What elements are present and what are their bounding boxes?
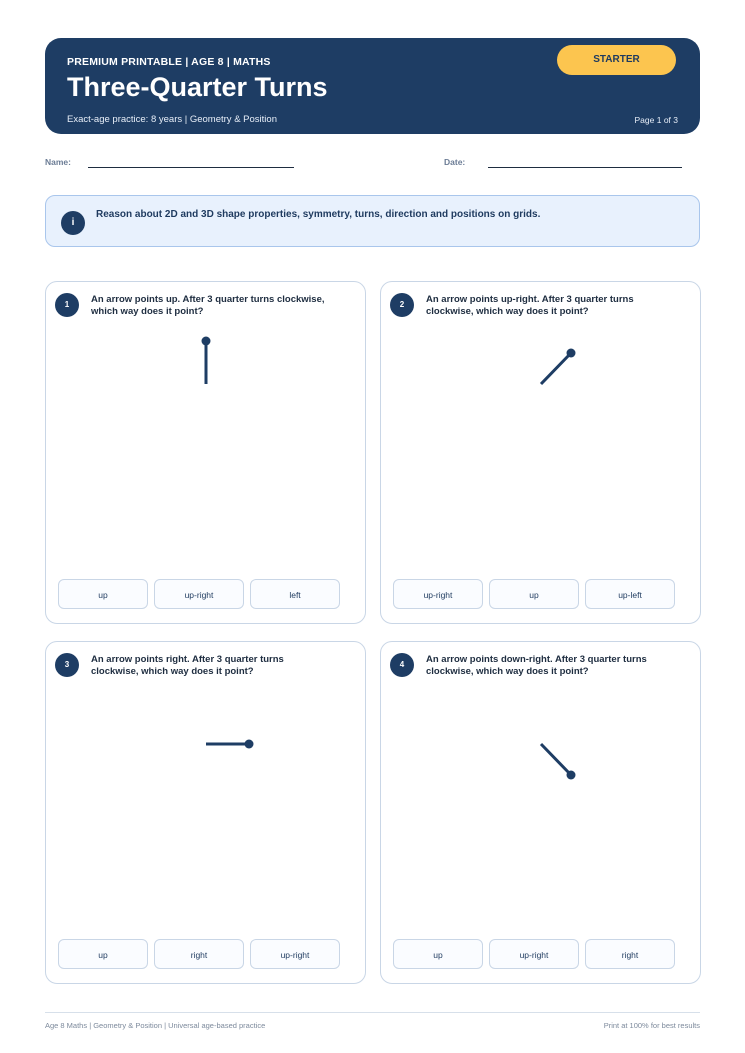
info-icon: i: [61, 211, 85, 235]
answer-option[interactable]: up-right: [154, 579, 244, 609]
question-text: An arrow points up. After 3 quarter turns clockwise, which way does it point?: [91, 294, 325, 317]
question-text: An arrow points down-right. After 3 quarter turns clockwise, which way does it point?: [426, 654, 647, 677]
page-number: Page 1 of 3: [634, 115, 678, 125]
question-text: An arrow points right. After 3 quarter turns clockwise, which way does it point?: [91, 654, 284, 677]
answer-option[interactable]: up: [58, 579, 148, 609]
name-field[interactable]: [88, 167, 294, 168]
arrow-down-right-icon: [381, 642, 702, 842]
answer-option[interactable]: up: [58, 939, 148, 969]
question-card-2: [380, 281, 701, 624]
answer-option[interactable]: right: [154, 939, 244, 969]
arrow-up-right-icon: [381, 282, 702, 482]
answer-option[interactable]: left: [250, 579, 340, 609]
info-text: Reason about 2D and 3D shape properties, symmetry, turns, direction and positions on grids.: [96, 209, 541, 220]
answer-option[interactable]: right: [585, 939, 675, 969]
arrow-up-icon: [46, 282, 367, 482]
footer-divider: [45, 1012, 700, 1013]
question-card-1: [45, 281, 366, 624]
answer-option[interactable]: up: [489, 579, 579, 609]
info-box: [45, 195, 700, 247]
question-text: An arrow points up-right. After 3 quarter turns clockwise, which way does it point?: [426, 294, 634, 317]
answer-option[interactable]: up-right: [250, 939, 340, 969]
answer-option[interactable]: up-right: [489, 939, 579, 969]
name-label: Name:: [45, 157, 71, 167]
question-card-4: [380, 641, 701, 984]
question-number: 3: [55, 653, 79, 677]
footer-left: Age 8 Maths | Geometry & Position | Universal age-based practice: [45, 1021, 266, 1030]
question-number: 4: [390, 653, 414, 677]
header-subtitle: Exact-age practice: 8 years | Geometry & Position: [67, 114, 277, 125]
footer-right: Print at 100% for best results: [603, 1021, 700, 1030]
level-badge: STARTER: [557, 45, 676, 75]
date-label: Date:: [444, 157, 466, 167]
worksheet-header: [45, 38, 700, 134]
question-card-3: [45, 641, 366, 984]
date-field[interactable]: [488, 167, 682, 168]
question-number: 1: [55, 293, 79, 317]
answer-option[interactable]: up-right: [393, 579, 483, 609]
header-kicker: PREMIUM PRINTABLE | AGE 8 | MATHS: [67, 56, 271, 68]
arrow-right-icon: [46, 642, 367, 842]
answer-option[interactable]: up: [393, 939, 483, 969]
page-title: Three-Quarter Turns: [67, 72, 328, 102]
question-number: 2: [390, 293, 414, 317]
answer-option[interactable]: up-left: [585, 579, 675, 609]
